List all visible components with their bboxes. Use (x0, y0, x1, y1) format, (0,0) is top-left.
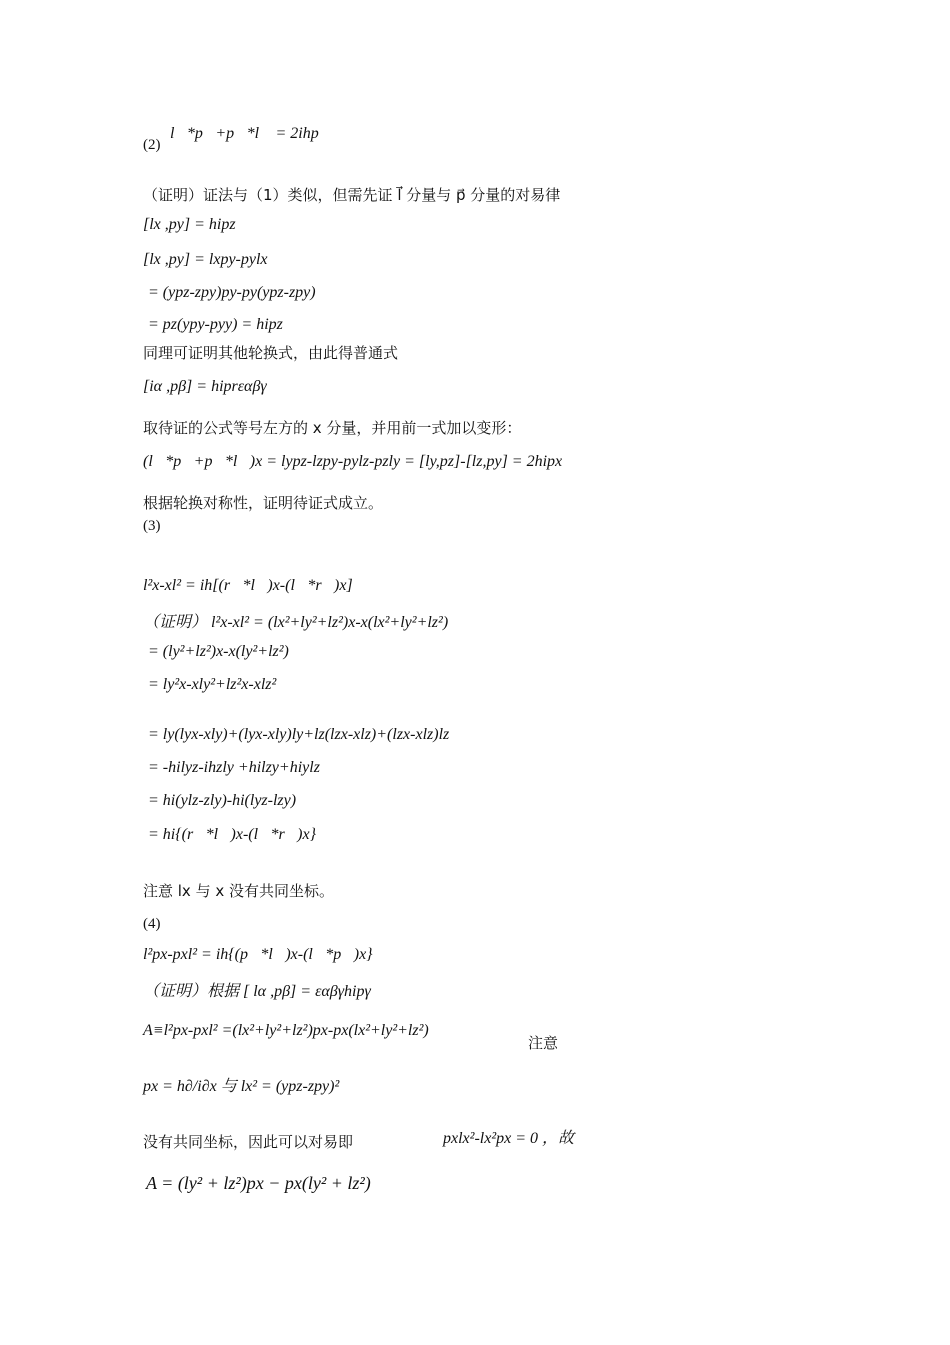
item-label-2: (2) (143, 137, 161, 153)
proof-line: = ly²x-xly²+lz²x-xlz² (148, 676, 277, 693)
proof-line: = hi{(r⃗*l⃗)x-(l⃗*r⃗)x} (148, 826, 317, 843)
commutator-line: = (ypz-zpy)py-py(ypz-zpy) (148, 284, 316, 301)
note-line: 注意 lx 与 x 没有共同坐标。 (143, 882, 334, 900)
item-label-4: (4) (143, 916, 161, 932)
proof-line: （证明） l²x-xl² = (lx²+ly²+lz²)x-x(lx²+ly²+lz²) (143, 614, 449, 631)
formula-2: l⃗*p⃗+p⃗*l⃗ = 2ihp⃗ (170, 125, 332, 142)
text-paragraph: 取待证的公式等号左方的 x 分量，并用前一式加以变形： (143, 419, 522, 437)
commute-result: pxlx²-lx²px = 0 ，故 (443, 1130, 575, 1147)
commutator-line: = pz(ypy-pyy) = hipz (148, 316, 283, 333)
text-paragraph: 根据轮换对称性，证明待证式成立。 (143, 494, 384, 512)
proof-line: = -hilyz-ihzly +hilzy+hiylz (148, 759, 320, 776)
formula-4: l²px-pxl² = ih{(p⃗*l⃗)x-(l⃗*p⃗)x} (143, 946, 373, 963)
proof-line: = ly(lyx-xly)+(lyx-xly)ly+lz(lzx-xlz)+(lzx-xlz)lz (148, 726, 450, 743)
derivation-line: (l⃗*p⃗+p⃗*l⃗)x = lypz-lzpy-pylz-pzly = [ly,pz]-[lz,py] = 2hipx (143, 453, 563, 470)
formula-3: l²x-xl² = ih[(r⃗*l⃗)x-(l⃗*r⃗)x] (143, 577, 353, 594)
proof-intro-2: （证明）证法与（1）类似，但需先证 l⃗ 分量与 p⃗ 分量的对易律 (143, 186, 561, 204)
commutator-line: [lx ,py] = lxpy-pylx (143, 251, 268, 268)
note-word: 注意 (528, 1034, 559, 1052)
commutator-line: [lx ,py] = hipz (143, 216, 236, 233)
proof-line: = hi(ylz-zly)-hi(lyz-lzy) (148, 792, 297, 809)
proof-line: = (ly²+lz²)x-x(ly²+lz²) (148, 643, 289, 660)
momentum-operator: px = h∂/i∂x 与 lx² = (ypz-zpy)² (143, 1078, 340, 1095)
definition-a: A≡l²px-pxl² =(lx²+ly²+lz²)px-px(lx²+ly²+lz²) (143, 1022, 429, 1039)
text-paragraph: 没有共同坐标，因此可以对易即 (143, 1133, 354, 1151)
text-paragraph: 同理可证明其他轮换式，由此得普通式 (143, 344, 399, 362)
proof-line: （证明）根据 [ lα ,pβ] = εαβγhipγ (143, 983, 371, 1000)
result-a: A = (ly² + lz²)px − px(ly² + lz²) (146, 1173, 371, 1193)
item-label-3: (3) (143, 518, 161, 534)
general-formula: [iα ,pβ] = hiprεαβγ (143, 378, 267, 395)
